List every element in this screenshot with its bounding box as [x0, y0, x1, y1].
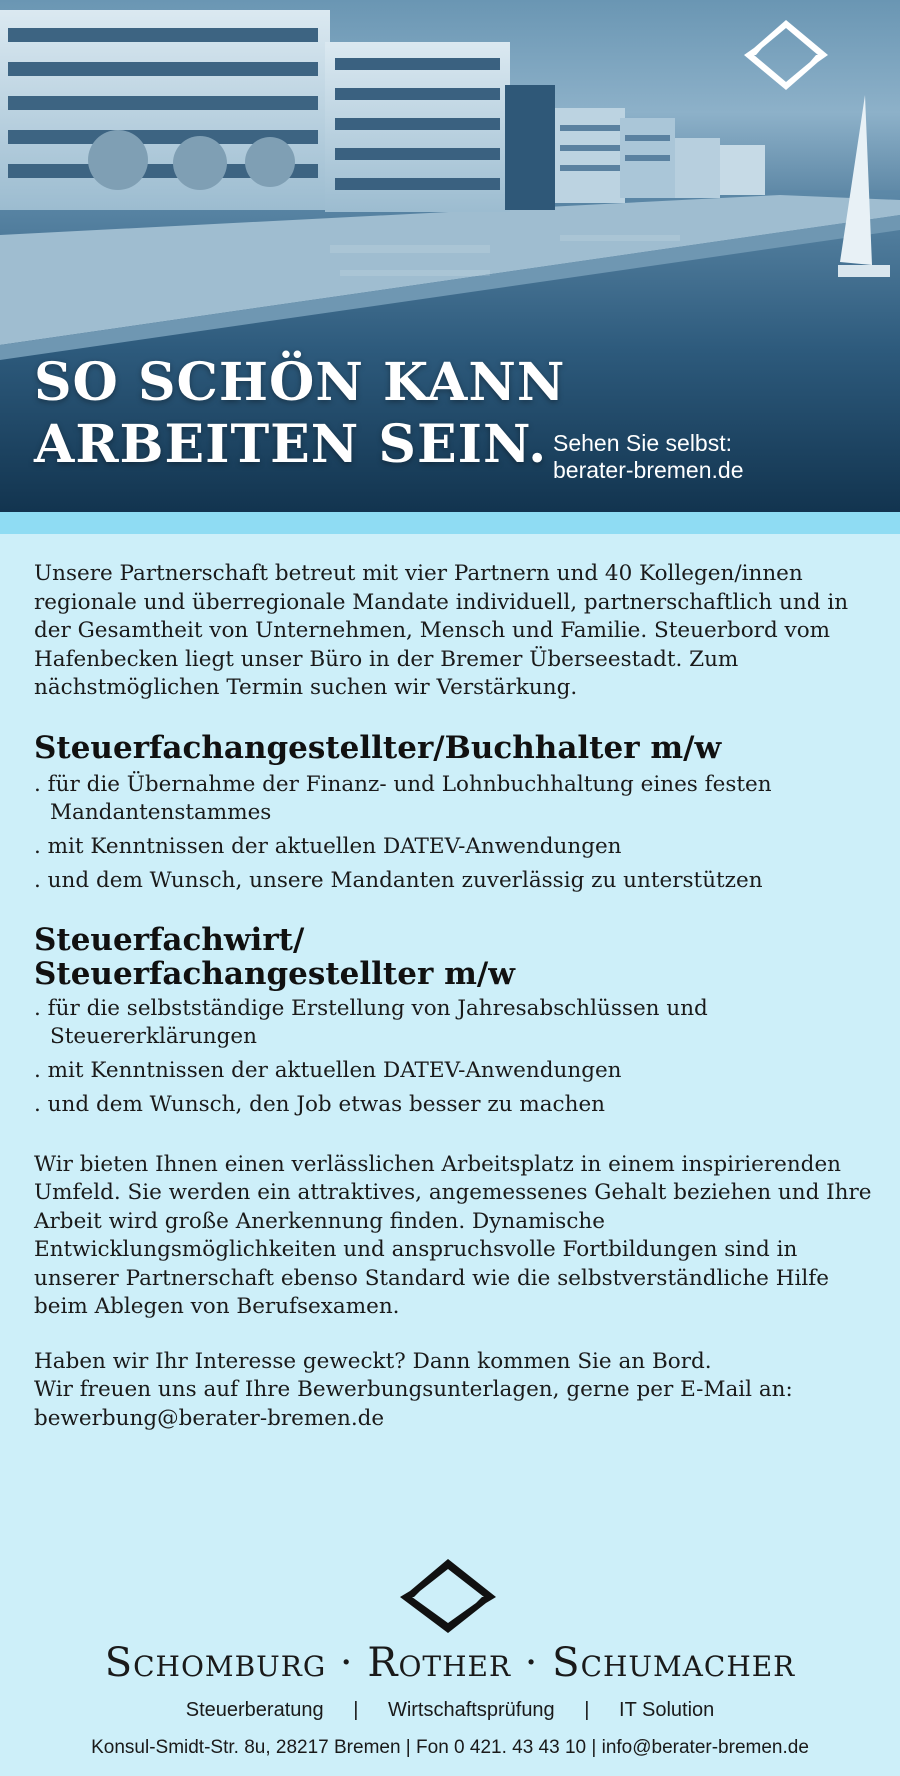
- hero-banner: [0, 0, 900, 512]
- job-1-bullets: [34, 771, 874, 895]
- job-title-2: [34, 923, 874, 991]
- hero-headline-line-2: ARBEITEN SEIN.: [34, 414, 548, 475]
- job-title-1: [34, 731, 874, 765]
- intro-paragraph: Unsere Partnerschaft betreut mit vier Partnern und 40 Kollegen/innen regionale und überregionale Mandate individuell, partnerschaftlich und in der Gesamtheit von Unternehmen, Mensch und Familie. Steuerbord vom Hafenbecken liegt unser Büro in der Bremer Überseestadt. Zum nächstmöglichen Termin suchen wir Verstärkung.: [34, 561, 849, 700]
- list-item: . und dem Wunsch, unsere Mandanten zuverlässig zu unterstützen: [34, 867, 763, 893]
- firm-name: Schomburg · Rother · Schumacher: [104, 1640, 796, 1686]
- job-2-bullets: [34, 995, 874, 1119]
- hero-headline: [34, 352, 565, 476]
- service-tax-consulting: Steuerberatung: [185, 1699, 324, 1721]
- list-item: . für die Übernahme der Finanz- und Lohnbuchhaltung eines festen Mandantenstammes: [34, 771, 772, 825]
- service-it-solution: IT Solution: [619, 1699, 715, 1721]
- closing-paragraph: [34, 1348, 874, 1434]
- diamond-chevron-logo-icon: [742, 18, 830, 92]
- ad-body: [34, 560, 874, 1433]
- job-title-1-line-1: Steuerfachangestellter/Buchhalter m/w: [34, 729, 722, 766]
- hero-cta-url[interactable]: berater-bremen.de: [553, 457, 744, 483]
- separator: |: [353, 1699, 359, 1721]
- services-line: [0, 1699, 900, 1722]
- service-auditing: Wirtschaftsprüfung: [387, 1699, 555, 1721]
- list-item: . mit Kenntnissen der aktuellen DATEV-Anwendungen: [34, 833, 622, 859]
- diamond-chevron-logo-icon: [398, 1557, 498, 1635]
- offer-paragraph: Wir bieten Ihnen einen verlässlichen Arbeitsplatz in einem inspirierenden Umfeld. Sie werden ein attraktives, angemessenes Gehalt beziehen und Ihre Arbeit wird große Anerkennung finden. Dynamische Entwicklungsmöglichkeiten und anspruchsvolle Fortbildungen sind in unserer Partnerschaft ebenso Standard wie die selbstverständliche Hilfe beim Ablegen von Berufsexamen.: [34, 1151, 872, 1319]
- application-email-link[interactable]: bewerbung@berater-bremen.de: [34, 1405, 385, 1431]
- list-item: . mit Kenntnissen der aktuellen DATEV-Anwendungen: [34, 1057, 622, 1083]
- closing-line-1: Haben wir Ihr Interesse geweckt? Dann kommen Sie an Bord.: [34, 1348, 712, 1374]
- accent-strip: [0, 512, 900, 534]
- separator: |: [584, 1699, 590, 1721]
- hero-cta: [553, 430, 744, 484]
- job-title-2-line-2: Steuerfachangestellter m/w: [34, 955, 515, 992]
- closing-line-2: Wir freuen uns auf Ihre Bewerbungsunterlagen, gerne per E-Mail an:: [34, 1377, 793, 1402]
- list-item: . für die selbstständige Erstellung von Jahresabschlüssen und Steuererklärungen: [34, 995, 708, 1049]
- hero-cta-line-1: Sehen Sie selbst:: [553, 430, 733, 456]
- hero-headline-line-1: SO SCHÖN KANN: [34, 352, 566, 413]
- contact-line: Konsul-Smidt-Str. 8u, 28217 Bremen | Fon 0 421. 43 43 10 | info@berater-bremen.de: [91, 1737, 809, 1758]
- list-item: . und dem Wunsch, den Job etwas besser zu machen: [34, 1091, 606, 1117]
- job-title-2-line-1: Steuerfachwirt/: [34, 921, 305, 958]
